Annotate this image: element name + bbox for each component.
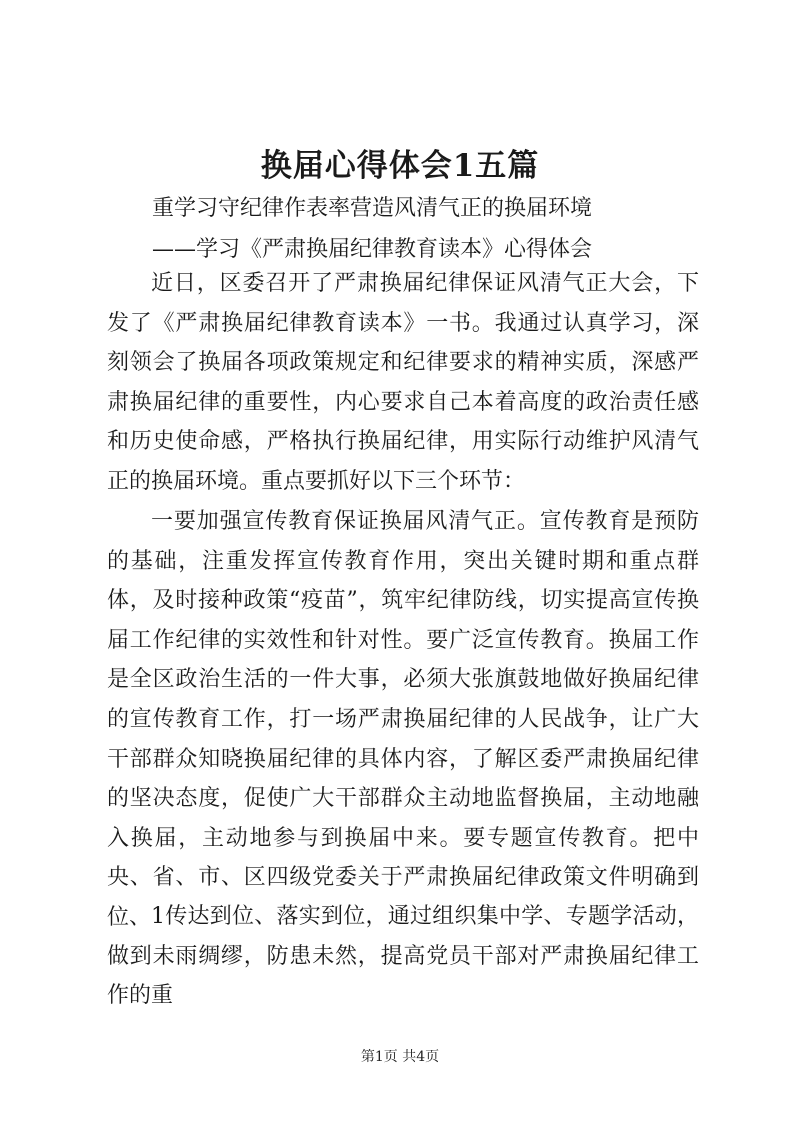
subtitle-secondary: ——学习《严肃换届纪律教育读本》心得体会 xyxy=(152,237,593,262)
page-title: 换届心得体会1五篇 xyxy=(260,148,540,184)
subtitle-main: 重学习守纪律作表率营造风清气正的换届环境 xyxy=(152,196,593,221)
body-paragraph: 1传达到位、落实到位，通过组织集中学、专题学活动，做到未雨绸缪，防患未然，提高党员干部对严肃换届纪律工作的重 xyxy=(107,904,699,1009)
body-paragraph: 近日，区委召开了严肃换届纪律保证风清气正大会，下发了《严肃换届纪律教育读本》一书。我通过认真学习，深刻领会了换届各项政策规定和纪律要求的精神实质，深感严肃换届纪律的重要性，内心要求自己本着高度的政治责任感和历史使命感，严格执行换届纪律，用实际行动维护风清气正的换届环境。重点要抓好以下三个环节： xyxy=(107,271,699,494)
page-number: 第1页 共4页 xyxy=(360,1049,440,1065)
body-paragraph-1-block xyxy=(107,264,699,502)
body-paragraph: 一要加强宣传教育保证换届风清气正。宣传教育是预防的基础，注重发挥宣传教育作用，突出关键时期和重点群体，及时接种政策“疫苗”，筑牢纪律防线，切实提高宣传换届工作纪律的实效性和针对性。要广泛宣传教育。换届工作是全区政治生活的一件大事，必须大张旗鼓地做好换届纪律的宣传教育工作，打一场严肃换届纪律的人民战争，让广大干部群众知晓换届纪律的具体内容，了解区委严肃换届纪律的坚决态度，促使广大干部群众主动地监督换届，主动地融入换届，主动地参与到换届中来。要专题宣传教育。把中央、省、市、区四级党委关于严肃换届纪律政策文件明确到位、 xyxy=(107,509,699,930)
body-paragraph-2-block xyxy=(107,502,699,938)
body-paragraph-3-block xyxy=(107,897,699,1016)
